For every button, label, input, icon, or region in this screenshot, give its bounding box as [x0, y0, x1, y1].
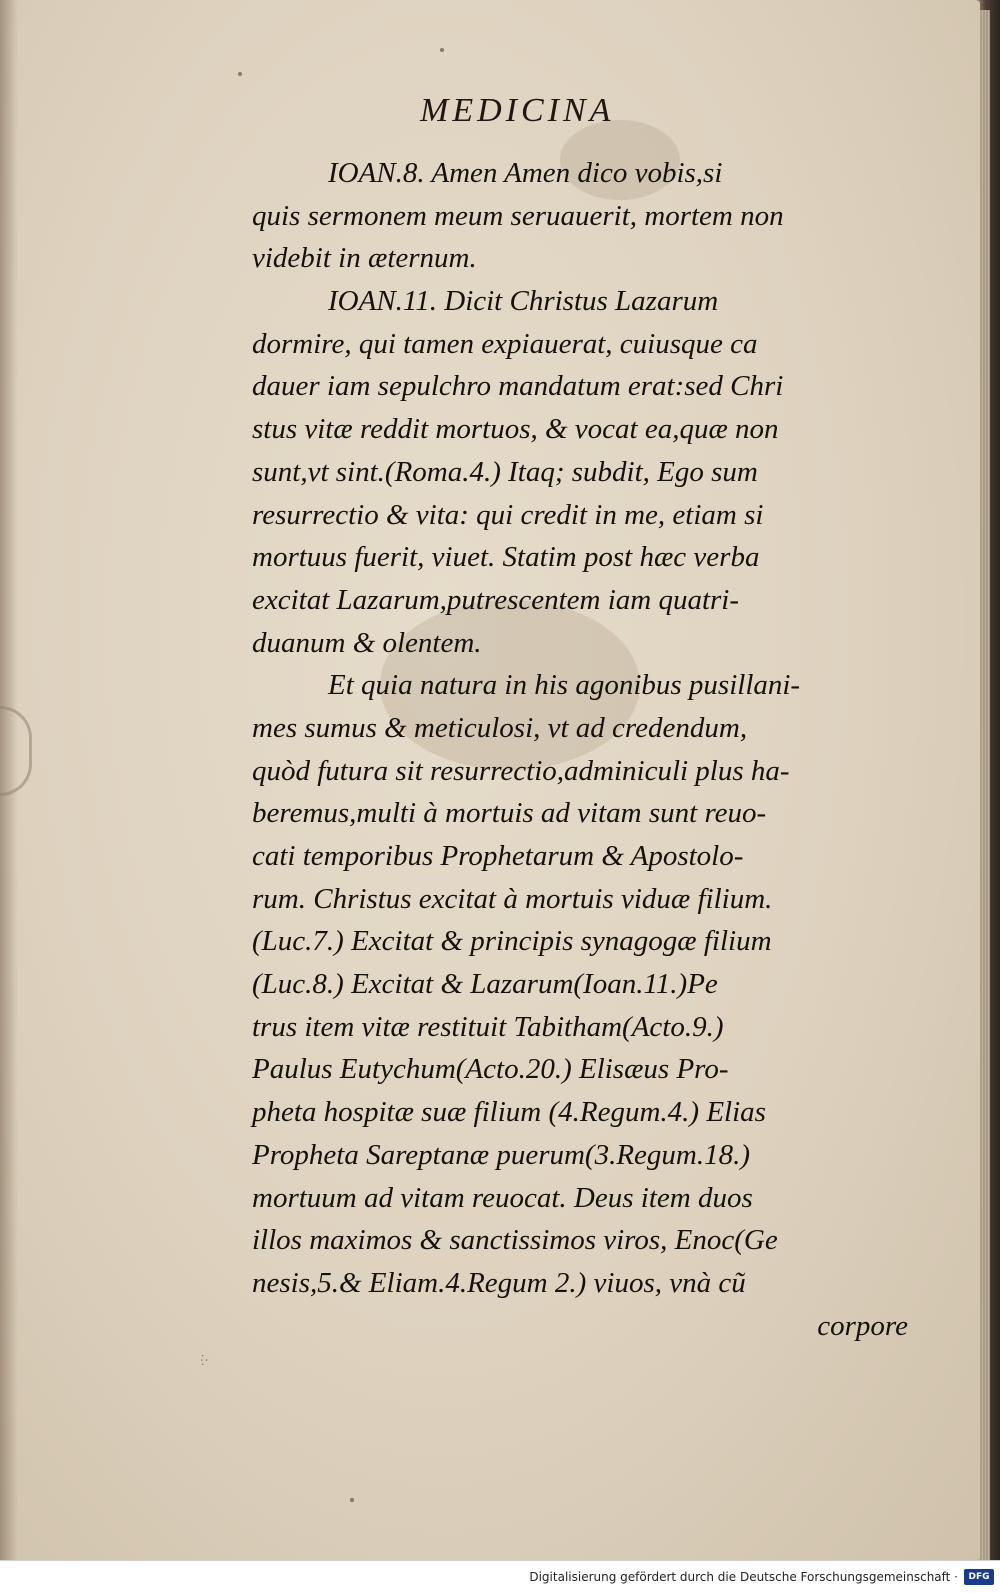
text-line: nesis,5.& Eliam.4.Regum 2.) viuos, vnà cũ — [252, 1266, 746, 1299]
text-line: trus item vitæ restituit Tabitham(Acto.9.) — [252, 1010, 724, 1043]
text-line: dormire, qui tamen expiauerat, cuiusque ca — [252, 327, 758, 360]
text-line: resurrectio & vita: qui credit in me, etiam si — [252, 498, 764, 531]
text-line: videbit in æternum. — [252, 242, 477, 275]
text-line: illos maximos & sanctissimos viros, Enoc(Ge — [252, 1224, 778, 1257]
text-line: Et quia natura in his agonibus pusillani- — [328, 669, 801, 702]
paper-speck — [238, 72, 242, 76]
dfg-logo: DFG — [964, 1569, 994, 1585]
text-line: mes sumus & meticulosi, vt ad credendum, — [252, 711, 748, 744]
body-text — [252, 152, 908, 1347]
text-line: duanum & olentem. — [252, 626, 482, 659]
paper-speck — [440, 48, 444, 52]
text-line: corpore — [817, 1309, 908, 1342]
faint-marginal-mark: ·:· — [196, 1353, 212, 1367]
text-line: stus vitæ reddit mortuos, & vocat ea,quæ non — [252, 413, 779, 446]
text-line: Paulus Eutychum(Acto.20.) Elisæus Pro- — [252, 1053, 729, 1086]
funding-credit: Digitalisierung gefördert durch die Deutsche Forschungsgemeinschaft · — [529, 1570, 958, 1584]
text-line: rum. Christus excitat à mortuis viduæ filium. — [252, 882, 773, 915]
text-line: quis sermonem meum seruauerit, mortem non — [252, 199, 784, 232]
text-line: quòd futura sit resurrectio,adminiculi plus ha- — [252, 754, 790, 787]
text-line: (Luc.8.) Excitat & Lazarum(Ioan.11.)Pe — [252, 968, 718, 1001]
text-line: IOAN.11. Dicit Christus Lazarum — [328, 285, 719, 318]
text-line: pheta hospitæ suæ filium (4.Regum.4.) Elias — [252, 1096, 766, 1129]
clasp-mark — [0, 706, 32, 796]
footer-bar — [0, 1560, 1000, 1593]
text-line: excitat Lazarum,putrescentem iam quatri- — [252, 583, 740, 616]
text-line: Propheta Sareptanæ puerum(3.Regum.18.) — [252, 1138, 751, 1171]
text-line: dauer iam sepulchro mandatum erat:sed Chri — [252, 370, 784, 403]
text-line: mortuus fuerit, viuet. Statim post hæc verba — [252, 541, 760, 574]
paper-speck — [350, 1498, 354, 1502]
text-line: mortuum ad vitam reuocat. Deus item duos — [252, 1181, 753, 1214]
text-line: (Luc.7.) Excitat & principis synagogæ filium — [252, 925, 772, 958]
text-line: IOAN.8. Amen Amen dico vobis,si — [328, 157, 723, 189]
text-line: sunt,vt sint.(Roma.4.) Itaq; subdit, Ego sum — [252, 455, 758, 488]
text-line: cati temporibus Prophetarum & Apostolo- — [252, 840, 744, 872]
running-header: MEDICINA — [420, 92, 615, 129]
text-line: beremus,multi à mortuis ad vitam sunt reuo- — [252, 797, 767, 830]
